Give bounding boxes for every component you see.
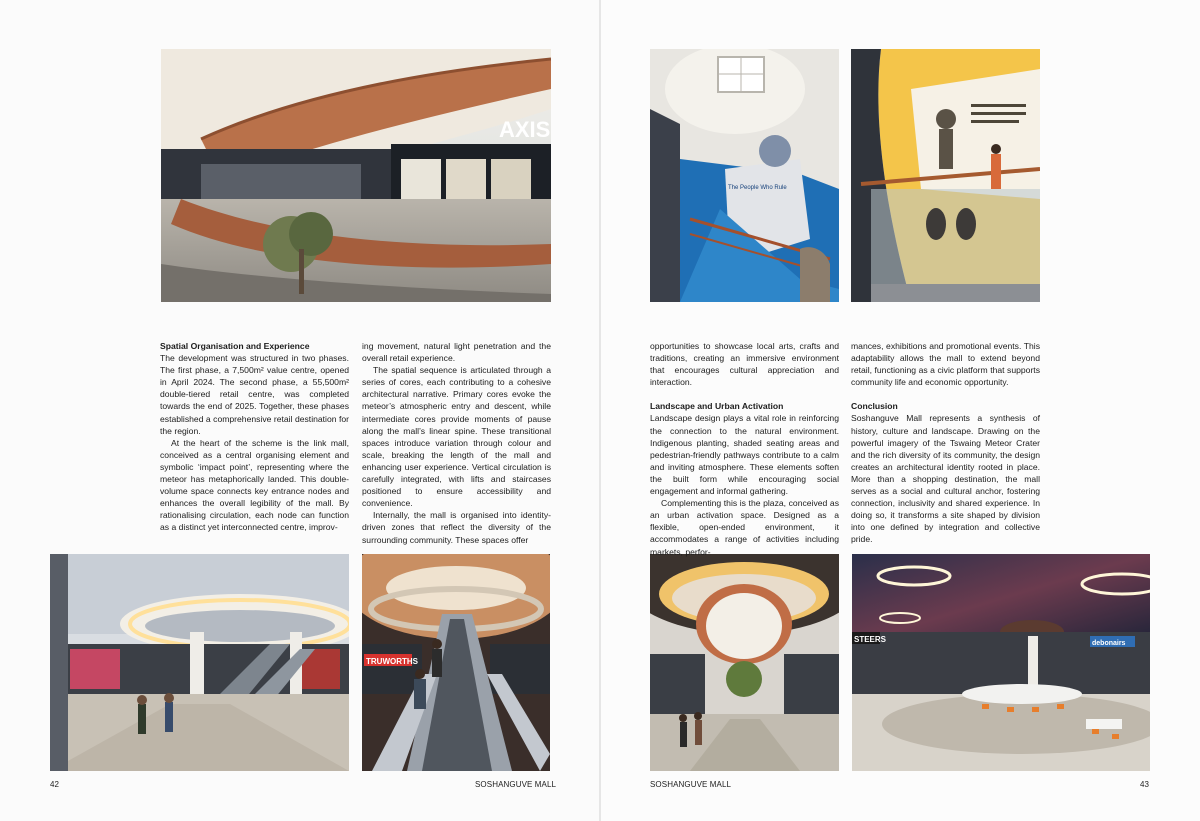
photo-stair-mural-yellow [851, 49, 1040, 302]
paragraph: The spatial sequence is articulated through a series of cores, each contributing to a cohesive architectural narrative. Primary cores evoke the meteor’s atmospheric entry and descent, while intermediate cores provide moments of pause along the mall’s linear spine. These transitional spaces introduce variation through colour and scale, breaking the length of the mall and enhancing user experience. Vertical circulation is carefully integrated, with lifts and staircases positioned to ensure accessibility and convenience. [362, 365, 551, 509]
text-column-3 [650, 340, 839, 558]
paragraph: opportunities to showcase local arts, crafts and traditions, creating an immersive environment that encourages cultural appreciation and interaction. [650, 341, 839, 388]
photo-rotunda-ground-floor [50, 554, 349, 771]
debonairs-sign: debonairs [1092, 640, 1126, 647]
photo-food-court [852, 554, 1150, 771]
paragraph: Internally, the mall is organised into identity-driven zones that reflect the diversity of the surrounding community. These spaces offer [362, 510, 551, 545]
heading-conclusion: Conclusion [851, 401, 898, 412]
heading-spatial-organisation: Spatial Organisation and Experience [160, 341, 310, 351]
page-number-right: 43 [1140, 780, 1150, 789]
text-column-4 [851, 340, 1040, 546]
photo-atrium-tree [650, 554, 839, 771]
photo-stair-mural-blue [650, 49, 839, 302]
paragraph: mances, exhibitions and promotional events. This adaptability allows the mall to extend beyond retail, functioning as a civic platform that supports community life and economic opportunity. [851, 341, 1040, 388]
text-column-1 [160, 340, 349, 534]
text-column-2 [362, 340, 551, 546]
axis-store-sign: AXIS [499, 117, 551, 142]
paragraph: The development was structured in two phases. The first phase, a 7,500m² value centre, opened in April 2024. The second phase, a 55,500m² double-tiered retail centre, was completed towards the end of 2025. Together, these phases established a comprehensive retail destination for the region. [160, 353, 349, 436]
truworths-sign: TRUWORTHS [366, 657, 418, 666]
paragraph: ing movement, natural light penetration and the overall retail experience. [362, 341, 551, 364]
running-title-left: SOSHANGUVE MALL [475, 780, 557, 789]
page-number-left: 42 [50, 780, 60, 789]
photo-escalator-void [362, 554, 550, 771]
paragraph: At the heart of the scheme is the link mall, conceived as a central organising element and symbolic ‘impact point’, representing where the meteor has metaphorically landed. This double-volume space connects key entrance nodes and enhances the overall legibility of the mall. By rationalising circulation, each node can function as a distinct yet interconnected centre, improv- [160, 437, 349, 533]
paragraph: Landscape design plays a vital role in reinforcing the connection to the natural environment. Indigenous planting, shaded seating areas and pedestrian-friendly pathways contribute to a calm and inviting atmosphere. These elements soften the built form while encouraging social engagement and informal gathering. [650, 413, 839, 497]
paragraph: Soshanguve Mall represents a synthesis of history, culture and landscape. Drawing on the powerful imagery of the Tswaing Meteor Crater and the rich diversity of its community, the design creates an architectural identity rooted in place. More than a shopping destination, the mall serves as a social and cultural anchor, fostering connection, inclusivity and shared experience. In doing so, it transforms a site shaped by division into one defined by integration and collective pride. [851, 413, 1040, 545]
steers-sign: STEERS [854, 635, 887, 644]
running-title-right: SOSHANGUVE MALL [650, 780, 732, 789]
photo-atrium-upper-level [161, 49, 551, 302]
mural-heading: The People Who Rule [728, 185, 787, 191]
spine-gutter [599, 0, 601, 821]
heading-landscape-urban-activation: Landscape and Urban Activation [650, 401, 784, 412]
paragraph: Complementing this is the plaza, conceived as an urban activation space. Designed as a flexible, open-ended environment, it accommodates a range of activities including markets, perfor- [650, 498, 839, 557]
